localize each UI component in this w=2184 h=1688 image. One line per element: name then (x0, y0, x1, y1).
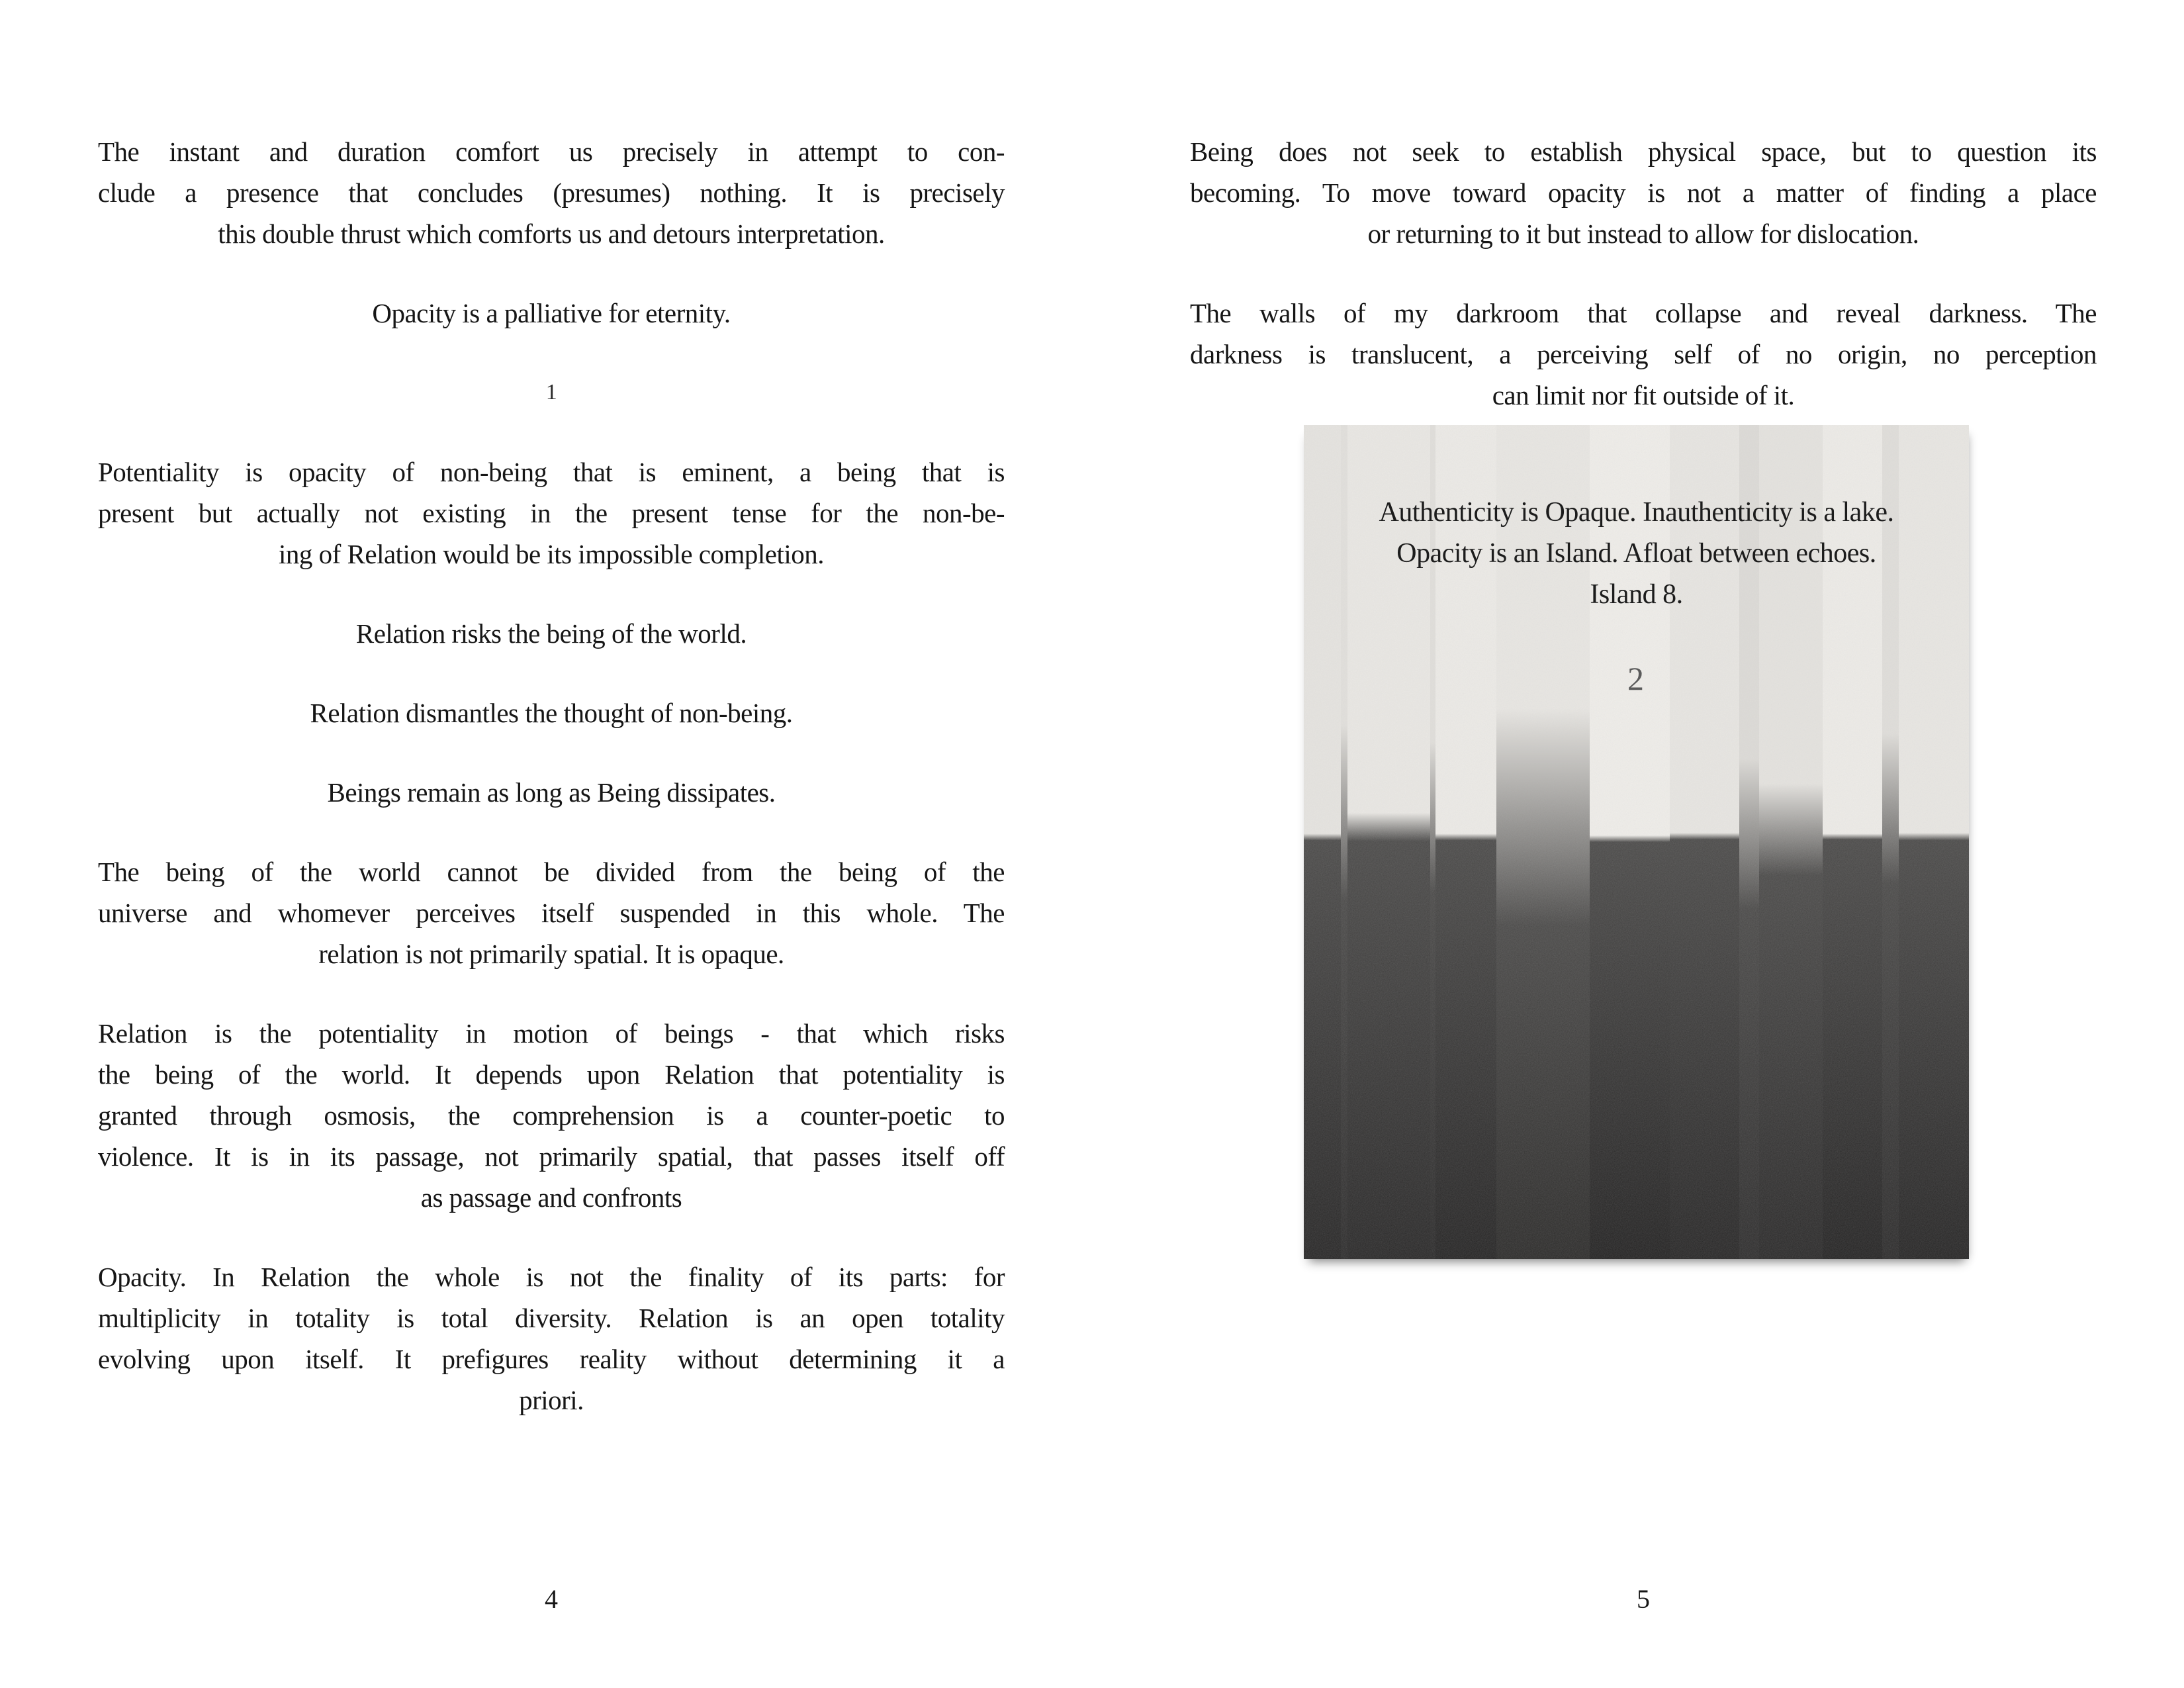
text-line: ing of Relation would be its impossible completion. (278, 539, 825, 569)
page-right (1092, 0, 2184, 1688)
text-line: Relation dismantles the thought of non-being. (310, 698, 793, 728)
caption-line: Authenticity is Opaque. Inauthenticity is a lake. (1379, 497, 1894, 528)
text-line: Beings remain as long as Being dissipates. (327, 777, 776, 808)
text-line: present but actually not existing in the present tense for the non-be- (98, 498, 1005, 528)
text-line: this double thrust which comforts us and detours interpretation. (218, 218, 885, 249)
left-text-column (98, 131, 1005, 1459)
text-line: multiplicity in totality is total diversity. Relation is an open totality (98, 1303, 1005, 1333)
paragraph (98, 851, 1005, 974)
text-line: priori. (519, 1385, 584, 1415)
text-line: Being does not seek to establish physical space, but to question its (1190, 136, 2097, 167)
numeral-1: 1 (545, 380, 557, 404)
text-line: Opacity. In Relation the whole is not the finality of its parts: for (98, 1262, 1005, 1292)
paragraph (98, 131, 1005, 254)
paragraph (1190, 131, 2097, 254)
artwork-caption (1304, 492, 1969, 699)
paragraph (1190, 293, 2097, 416)
aphorism (98, 293, 1005, 334)
right-text-column (1190, 131, 2097, 454)
text-line: or returning to it but instead to allow for dislocation. (1367, 218, 1919, 249)
text-line: relation is not primarily spatial. It is opaque. (318, 939, 784, 969)
text-line: can limit nor fit outside of it. (1492, 380, 1795, 410)
paragraph (98, 1256, 1005, 1421)
text-line: The instant and duration comfort us precisely in attempt to con- (98, 136, 1005, 167)
text-line: Opacity is a palliative for eternity. (372, 298, 731, 328)
aphorism (98, 613, 1005, 654)
text-line: Relation risks the being of the world. (355, 618, 747, 649)
text-line: The walls of my darkroom that collapse and reveal darkness. The (1190, 298, 2097, 328)
artwork-photogram (1304, 425, 1969, 1259)
text-line: Relation is the potentiality in motion of beings - that which risks (98, 1018, 1005, 1049)
text-line: universe and whomever perceives itself suspended in this whole. The (98, 898, 1005, 928)
text-line: Potentiality is opacity of non-being that is eminent, a being that is (98, 457, 1005, 487)
caption-line: Island 8. (1590, 579, 1683, 610)
text-line: darkness is translucent, a perceiving self of no origin, no perception (1190, 339, 2097, 369)
paragraph (98, 451, 1005, 575)
text-line: The being of the world cannot be divided from the being of the (98, 857, 1005, 887)
numeral-2: 2 (1627, 660, 1645, 697)
aphorism (98, 772, 1005, 813)
text-line: evolving upon itself. It prefigures reality without determining it a (98, 1344, 1005, 1374)
page-number-right: 5 (1637, 1584, 1650, 1614)
text-line: the being of the world. It depends upon Relation that potentiality is (98, 1059, 1005, 1090)
text-line: clude a presence that concludes (presumes) nothing. It is precisely (98, 177, 1005, 208)
text-line: as passage and confronts (420, 1182, 682, 1213)
text-line: violence. It is in its passage, not primarily spatial, that passes itself off (98, 1141, 1005, 1172)
caption-line: Opacity is an Island. Afloat between echoes. (1396, 538, 1876, 569)
section-numeral (98, 372, 1005, 413)
paragraph (98, 1013, 1005, 1218)
page-number-left: 4 (545, 1584, 558, 1614)
text-line: becoming. To move toward opacity is not a matter of finding a place (1190, 177, 2097, 208)
text-line: granted through osmosis, the comprehension is a counter-poetic to (98, 1100, 1005, 1131)
aphorism (98, 692, 1005, 733)
